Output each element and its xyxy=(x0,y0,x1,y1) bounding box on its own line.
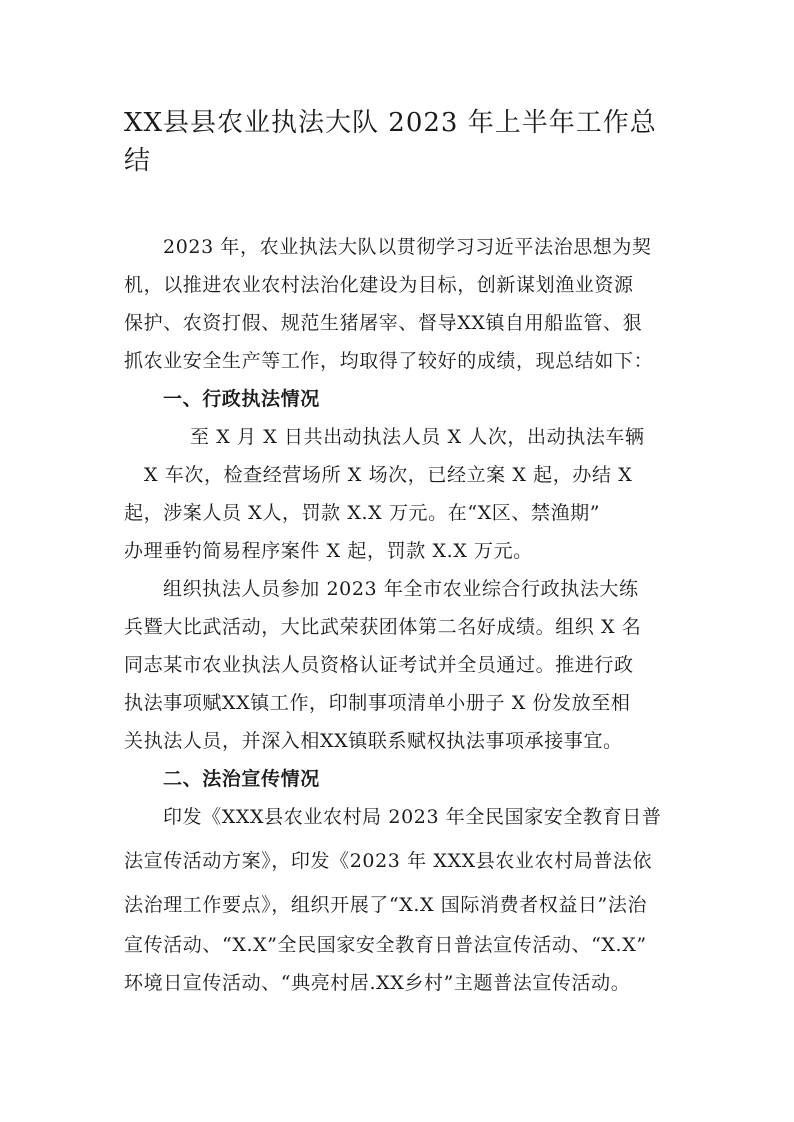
intro-line-4: 抓农业安全生产等工作，均取得了较好的成绩，现总结如下： xyxy=(124,350,654,372)
enforcement-line-9: 关执法人员，并深入相XX镇联系赋权执法事项承接事宜。 xyxy=(124,730,623,752)
section-heading-publicity: 二、法治宣传情况 xyxy=(163,768,320,790)
publicity-line-2: 法宣传活动方案》，印发《2023 年 XXX县农业农村局普法依 xyxy=(124,850,653,872)
document-title xyxy=(124,104,724,180)
publicity-line-5: 环境日宣传活动、“典亮村居.XX乡村”主题普法宣传活动。 xyxy=(124,972,631,994)
enforcement-line-5: 组织执法人员参加 2023 年全市农业综合行政执法大练 xyxy=(163,578,639,600)
title-line-1: XX县县农业执法大队 2023 年上半年工作总 xyxy=(124,108,657,138)
section-heading-enforcement: 一、行政执法情况 xyxy=(163,388,320,410)
enforcement-line-1: 至 X 月 X 日共出动执法人员 X 人次，出动执法车辆 xyxy=(190,426,645,448)
title-line-2: 结 xyxy=(124,146,152,176)
publicity-line-4: 宣传活动、“X.X”全民国家安全教育日普法宣传活动、“X.X” xyxy=(124,934,647,956)
publicity-line-1: 印发《XXX县农业农村局 2023 年全民国家安全教育日普 xyxy=(163,806,662,828)
intro-line-1: 2023 年，农业执法大队以贯彻学习习近平法治思想为契 xyxy=(163,236,652,258)
enforcement-line-6: 兵暨大比武活动，大比武荣获团体第二名好成绩。组织 X 名 xyxy=(124,616,642,638)
intro-line-2: 机，以推进农业农村法治化建设为目标，创新谋划渔业资源 xyxy=(124,274,634,296)
enforcement-line-7: 同志某市农业执法人员资格认证考试并全员通过。推进行政 xyxy=(124,654,634,676)
publicity-line-3: 法治理工作要点》，组织开展了“X.X 国际消费者权益日”法治 xyxy=(124,894,648,916)
enforcement-line-3: 起，涉案人员 X人，罚款 X.X 万元。在“X区、禁渔期” xyxy=(124,502,601,524)
enforcement-line-4: 办理垂钓简易程序案件 X 起，罚款 X.X 万元。 xyxy=(124,540,533,562)
enforcement-line-8: 执法事项赋XX镇工作，印制事项清单小册子 X 份发放至相 xyxy=(124,692,631,714)
intro-line-3: 保护、农资打假、规范生猪屠宰、督导XX镇自用船监管、狠 xyxy=(124,312,643,334)
enforcement-line-2: X 车次，检查经营场所 X 场次，已经立案 X 起，办结 X xyxy=(144,464,633,486)
